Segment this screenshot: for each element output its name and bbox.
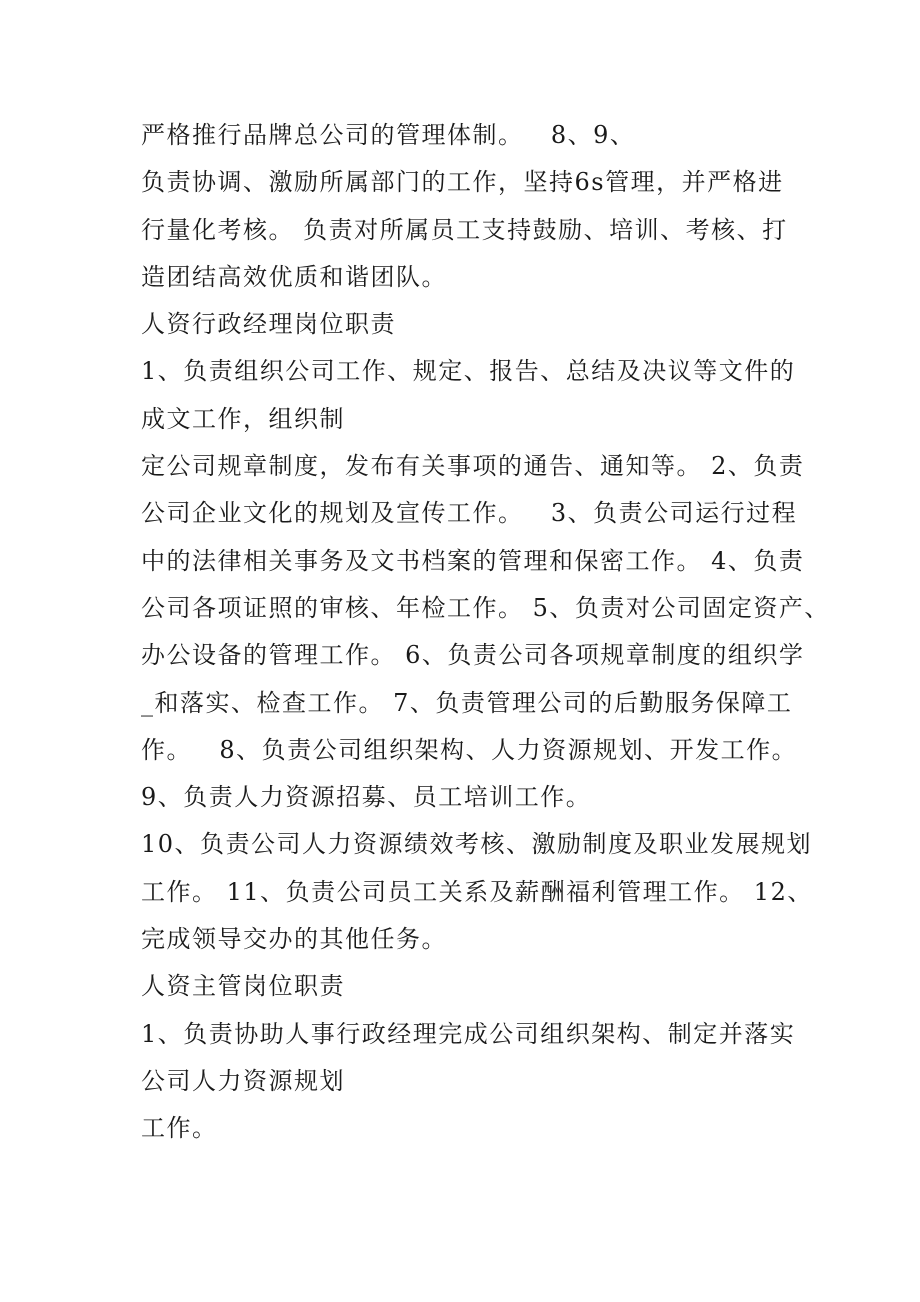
text-line: 1、负责协助人事行政经理完成公司组织架构、制定并落实 bbox=[141, 1019, 796, 1048]
text-line: 严格推行品牌总公司的管理体制。 8、9、 bbox=[141, 121, 636, 149]
text-line: 成文工作，组织制 bbox=[141, 404, 345, 433]
text-line: 中的法律相关事务及文书档案的管理和保密工作。 4、负责 bbox=[141, 546, 805, 575]
text-line: 作。 8、负责公司组织架构、人力资源规划、开发工作。 bbox=[141, 735, 798, 764]
section-heading: 人资行政经理岗位职责 bbox=[141, 310, 396, 339]
text-line: 9、负责人力资源招募、员工培训工作。 bbox=[141, 783, 592, 812]
text-line: 公司企业文化的规划及宣传工作。 3、负责公司运行过程 bbox=[141, 499, 798, 528]
text-line: 1、负责组织公司工作、规定、报告、总结及决议等文件的 bbox=[141, 357, 796, 386]
text-line: 办公设备的管理工作。 6、负责公司各项规章制度的组织学 bbox=[141, 641, 805, 670]
text-line: 定公司规章制度，发布有关事项的通告、通知等。 2、负责 bbox=[141, 452, 805, 481]
text-line: 完成领导交办的其他任务。 bbox=[141, 925, 447, 954]
text-line: 行量化考核。 负责对所属员工支持鼓励、培训、考核、打 bbox=[141, 215, 788, 244]
text-line: 公司人力资源规划 bbox=[141, 1066, 345, 1095]
text-line: 公司各项证照的审核、年检工作。 5、负责对公司固定资产、 bbox=[141, 593, 830, 622]
text-line: 工作。 bbox=[141, 1114, 218, 1143]
text-line: 10、负责公司人力资源绩效考核、激励制度及职业发展规划 bbox=[141, 830, 813, 859]
text-line: 工作。 11、负责公司员工关系及薪酬福利管理工作。 12、 bbox=[141, 877, 813, 906]
text-line: _和落实、检查工作。 7、负责管理公司的后勤服务保障工 bbox=[141, 688, 793, 717]
section-heading: 人资主管岗位职责 bbox=[141, 972, 345, 1001]
document-body bbox=[141, 112, 830, 1153]
text-line: 负责协调、激励所属部门的工作，坚持6s管理，并严格进 bbox=[141, 168, 784, 197]
text-line: 造团结高效优质和谐团队。 bbox=[141, 262, 447, 291]
